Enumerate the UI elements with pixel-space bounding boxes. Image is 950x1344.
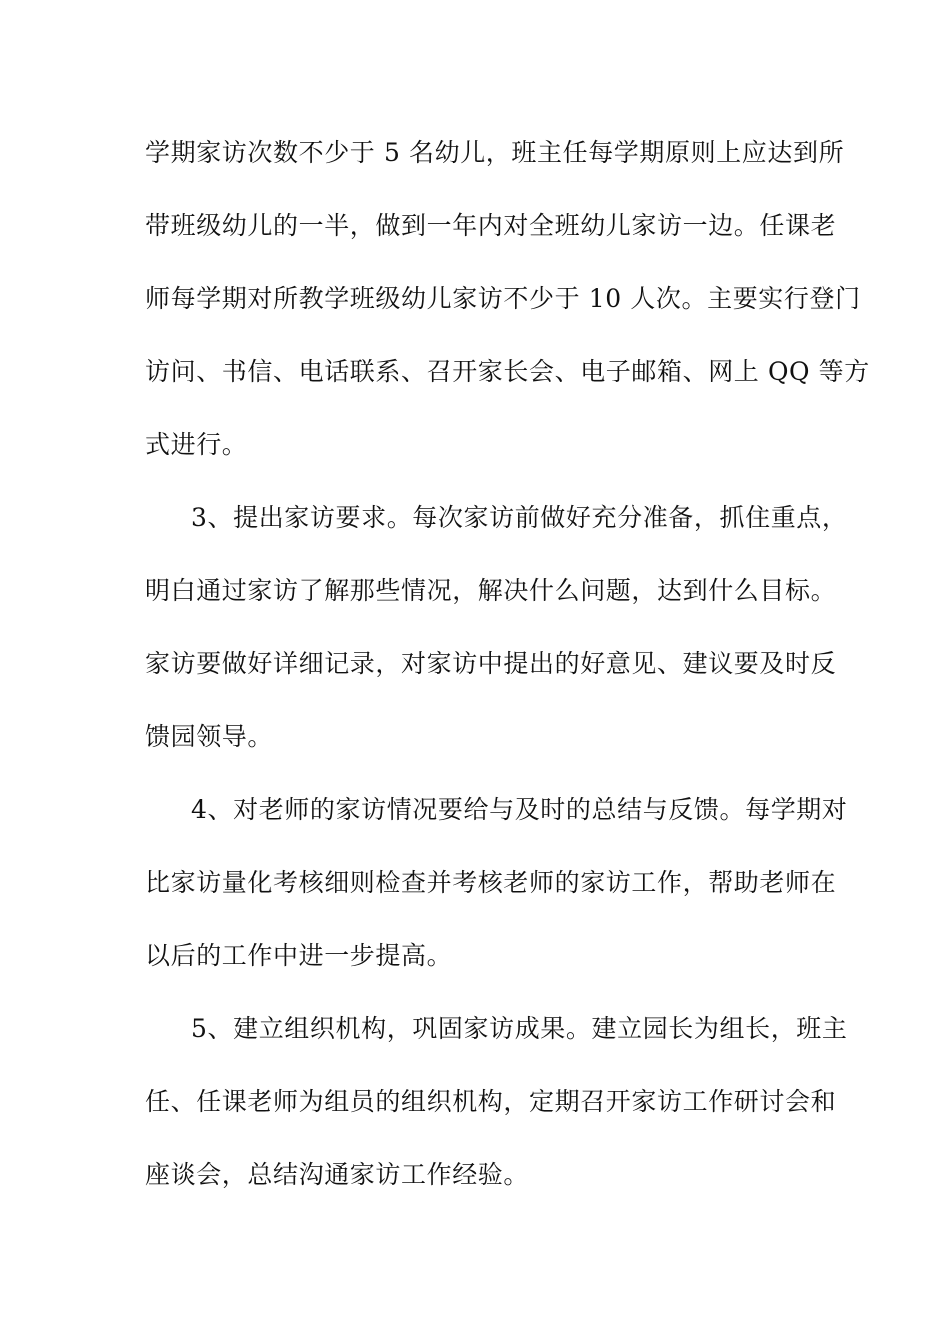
paragraph-3-start: 3、提出家访要求。每次家访前做好充分准备，抓住重点， [191, 503, 848, 532]
text-line: 家访要做好详细记录，对家访中提出的好意见、建议要及时反 [145, 649, 837, 678]
paragraph-5-start: 5、建立组织机构，巩固家访成果。建立园长为组长，班主 [191, 1014, 848, 1043]
paragraph-4-start: 4、对老师的家访情况要给与及时的总结与反馈。每学期对 [191, 795, 848, 824]
text-line: 学期家访次数不少于 5 名幼儿，班主任每学期原则上应达到所 [145, 138, 845, 167]
text-line: 馈园领导。 [145, 722, 274, 751]
text-line: 任、任课老师为组员的组织机构，定期召开家访工作研讨会和 [145, 1087, 837, 1116]
text-line: 师每学期对所教学班级幼儿家访不少于 10 人次。主要实行登门 [145, 284, 861, 313]
text-line: 座谈会，总结沟通家访工作经验。 [145, 1160, 530, 1189]
text-line: 式进行。 [145, 430, 248, 459]
text-line: 访问、书信、电话联系、召开家长会、电子邮箱、网上 QQ 等方 [145, 357, 870, 386]
text-line: 带班级幼儿的一半，做到一年内对全班幼儿家访一边。任课老 [145, 211, 837, 240]
text-line: 比家访量化考核细则检查并考核老师的家访工作，帮助老师在 [145, 868, 837, 897]
text-line: 明白通过家访了解那些情况，解决什么问题，达到什么目标。 [145, 576, 837, 605]
text-line: 以后的工作中进一步提高。 [145, 941, 453, 970]
